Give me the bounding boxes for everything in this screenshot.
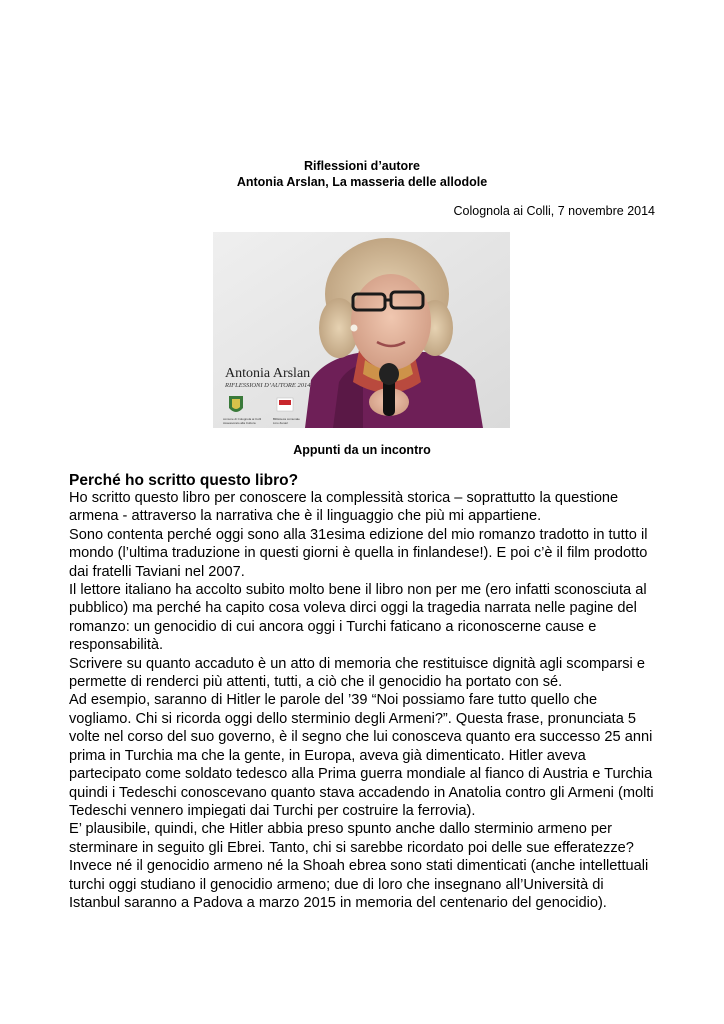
body-line: Scrivere su quanto accaduto è un atto di memoria che restituisce dignità agli scomparsi e [69, 655, 645, 672]
body-line: Istanbul saranno a Padova a marzo 2015 in memoria del centenario del genocidio). [69, 894, 607, 911]
header-subtitle: Antonia Arslan, La masseria delle allodole [236, 175, 488, 189]
body-line: Invece né il genocidio armeno né la Shoah ebrea sono stati dimenticati (anche intellettuali [69, 858, 649, 875]
body-line: pubblico) ma perché ha capito cosa voleva dirci oggi la tragedia narrata nelle pagine del [69, 600, 637, 617]
body-line: Sono contenta perché oggi sono alla 31esima edizione del mio romanzo tradotto in tutto il [69, 526, 648, 543]
body-text [69, 489, 659, 912]
body-line: volte nel corso del suo governo, è il segno che lui conosceva quanto era successo 25 anni [69, 729, 653, 746]
body-line: permette di renderci più attenti, tutti, a ciò che il genocidio ha portato con sé. [69, 674, 563, 691]
body-line: armena - attraverso la narrativa che è il linguaggio che più mi appartiene. [69, 508, 542, 525]
body-line: sterminare in seguito gli Ebrei. Tanto, chi si sarebbe ricordato poi delle sue efferatezze? [69, 839, 634, 856]
body-line: vogliamo. Chi si ricorda oggi dello sterminio degli Armeni?”. Questa frase, pronunciata 5 [69, 710, 637, 727]
body-line: dai fratelli Taviani nel 2007. [69, 563, 245, 580]
body-line: romanzo: un genocidio di cui ancora oggi i Turchi faticano a riconoscerne cause e [69, 618, 597, 635]
body-line: responsabilità. [69, 637, 164, 654]
dateline: Colognola ai Colli, 7 novembre 2014 [453, 204, 655, 218]
body-line: quindi i Tedeschi conoscevano quanto stava accadendo in Anatolia contro gli Armeni (molti [69, 784, 654, 801]
header-title: Riflessioni d’autore [304, 159, 420, 173]
photo-author-name: Antonia Arslan [225, 366, 311, 381]
photo-caption: Appunti da un incontro [293, 443, 431, 457]
body-line: Ad esempio, saranno di Hitler le parole del ’39 “Noi possiamo fare tutto quello che [69, 692, 598, 709]
body-line: prima in Turchia ma che la gente, in Europa, aveva già dimenticato. Hitler aveva [69, 747, 586, 764]
svg-text:Assessorato alla Cultura: Assessorato alla Cultura [223, 421, 256, 425]
body-line: Il lettore italiano ha accolto subito molto bene il libro non per me (ero infatti sconosciuta al [69, 582, 647, 599]
logo1-caption: comune di Colognola ai Colli [223, 417, 262, 421]
comune-crest-icon [229, 396, 243, 412]
body-line: E’ plausibile, quindi, che Hitler abbia preso spunto anche dallo sterminio armeno per [69, 821, 612, 838]
svg-text:Lino Zenari: Lino Zenari [273, 421, 289, 425]
body-line: Tedeschi vennero impiegati dai Turchi per costruire la ferrovia). [69, 802, 476, 819]
biblioteca-logo-icon [277, 398, 293, 411]
body-line: Ho scritto questo libro per conoscere la complessità storica – soprattutto la questione [69, 490, 619, 506]
logo2-caption: Biblioteca comunale [273, 417, 300, 421]
body-line: mondo (l’ultima traduzione in questi giorni è quella in finlandese!). E poi c’è il film prodotto [69, 545, 648, 562]
document-header [0, 158, 724, 190]
body-line: partecipato come soldato tedesco alla Prima guerra mondiale al fianco di Austria e Turchia [69, 766, 653, 783]
body-line: turchi oggi studiano il genocidio armeno; due di loro che insegnano all’Università di [69, 876, 604, 893]
section-heading: Perché ho scritto questo libro? [69, 472, 299, 489]
author-photo-illustration [213, 232, 510, 428]
author-photo [213, 232, 510, 428]
photo-subtitle: RIFLESSIONI D’AUTORE 2014 [225, 382, 311, 389]
